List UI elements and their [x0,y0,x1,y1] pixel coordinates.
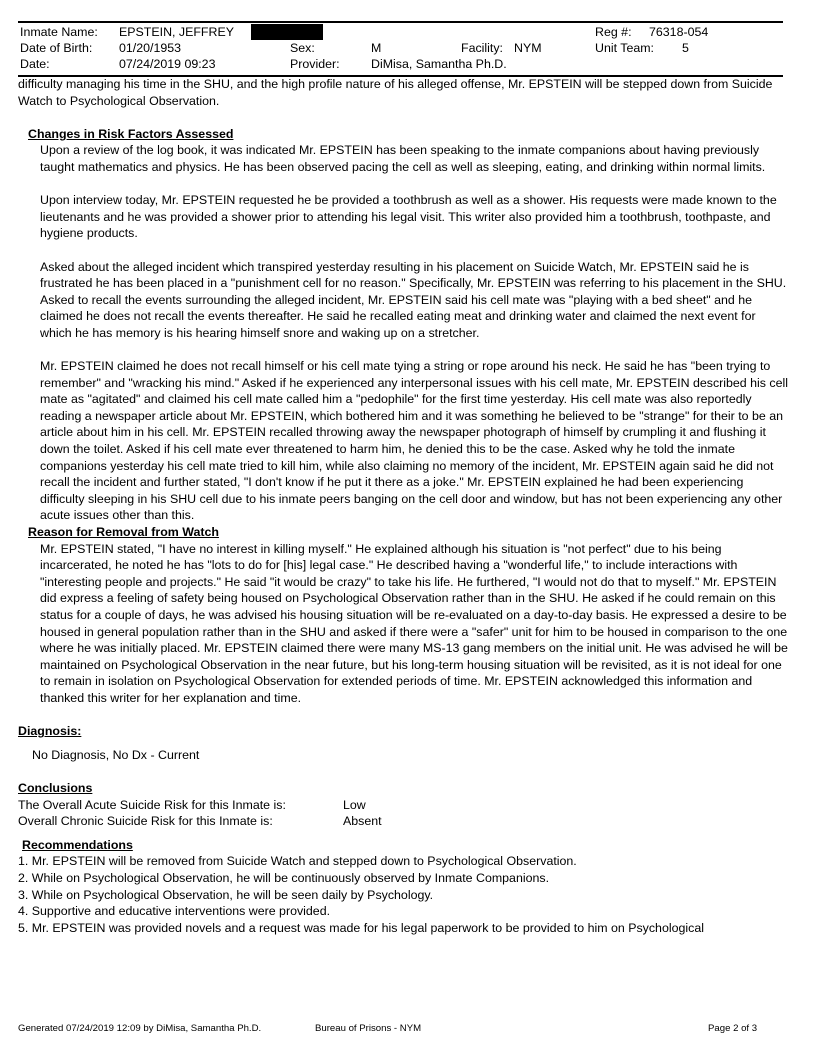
conclusions-heading: Conclusions [18,780,93,795]
recommendation-item: 4. Supportive and educative interventions were provided. [18,904,331,919]
document-body [18,76,790,936]
unit-team: 5 [682,41,689,55]
redaction-box [251,24,323,40]
chronic-risk-value: Absent [343,814,382,829]
date: 07/24/2019 09:23 [119,57,216,71]
footer-generated: Generated 07/24/2019 12:09 by DiMisa, Samantha Ph.D. [18,1023,262,1034]
recommendations-heading: Recommendations [22,837,133,852]
removal-heading: Reason for Removal from Watch [28,525,219,540]
changes-paragraph-3: Asked about the alleged incident which transpired yesterday resulting in his placement on Suicide Watch, Mr. EPSTEIN said he is frustrated he has been placed in a "punishment cell for no reason." Specifically, Mr. EPSTEIN was referring to his placement in the SHU. Asked to recall the events surrounding the alleged incident, Mr. EPSTEIN said his cell mate was "playing with a bed sheet" and he claimed he does not recall the events thereafter. He said he recalled eating meat and drinking water and claimed the next event for which he has memory is his hearing himself snore and waking up on a stretcher. [40,259,787,340]
chronic-risk-label: Overall Chronic Suicide Risk for this Inmate is: [18,814,273,829]
chronic-risk-row [18,813,790,830]
intro-paragraph: difficulty managing his time in the SHU, and the high profile nature of his alleged offense, Mr. EPSTEIN will be stepped down from Suicide Watch to Psychological Observation. [18,77,773,108]
date-label: Date: [20,57,50,71]
diagnosis-text: No Diagnosis, No Dx - Current [32,747,200,762]
acute-risk-row [18,797,790,814]
changes-paragraph-2: Upon interview today, Mr. EPSTEIN requested he be provided a toothbrush as well as a shower. His requests were made known to the lieutenants and he was provided a shower prior to attending his legal visit. This writer also provided him a toothbrush, toothpaste, and hygiene products. [40,193,777,241]
recommendation-item: 3. While on Psychological Observation, he will be seen daily by Psychology. [18,887,434,902]
footer-bureau: Bureau of Prisons - NYM [315,1023,422,1034]
reg-label: Reg #: [595,25,632,39]
sex: M [371,41,382,55]
record-header [18,21,783,77]
dob-label: Date of Birth: [20,41,93,55]
inmate-name: EPSTEIN, JEFFREY [119,25,234,39]
unit-team-label: Unit Team: [595,41,654,55]
changes-section [40,142,790,524]
sex-label: Sex: [290,41,315,55]
changes-heading: Changes in Risk Factors Assessed [28,126,234,141]
removal-section [40,541,790,707]
facility-label: Facility: [461,41,503,55]
inmate-name-label: Inmate Name: [20,25,98,39]
recommendations-list [18,853,790,936]
changes-paragraph-1: Upon a review of the log book, it was indicated Mr. EPSTEIN has been speaking to the inmate companions about having previously taught mathematics and physics. He has been observed pacing the cell as well as sleeping, eating, and drinking within normal limits. [40,143,766,174]
acute-risk-value: Low [343,797,366,812]
recommendation-item: 5. Mr. EPSTEIN was provided novels and a request was made for his legal paperwork to be provided to him on Psychological [18,920,704,935]
reg-number: 76318-054 [649,25,709,39]
changes-paragraph-4: Mr. EPSTEIN claimed he does not recall himself or his cell mate tying a string or rope around his neck. He said he has "been trying to remember" and "wracking his mind." Asked if he experienced any interpersonal issues with his cell mate, Mr. EPSTEIN described his cell mate as "agitated" and claimed his cell mate called him a "pedophile" for the first time yesterday. His cell mate was also reportedly reading a newspaper article about Mr. EPSTEIN, which bothered him and it was something he believed to be "strange" for their to be an article about him in his cell. Mr. EPSTEIN recalled throwing away the newspaper photograph of himself by crumpling it and flushing it down the toilet. Asked if his cell mate ever threatened to harm him, he denied this to be the case. Asked why he told the inmate companions yesterday his cell mate tried to kill him, while also claiming no memory of the incident, Mr. EPSTEIN again said he did not recall the incident and further stated, "I don't know if he put it there as a joke." Mr. EPSTEIN explained he had been experiencing difficulty sleeping in his SHU cell due to his inmate peers banging on the cell door and window, but has not been experiencing any other acute issues other than this. [40,359,789,523]
acute-risk-label: The Overall Acute Suicide Risk for this Inmate is: [18,797,286,812]
footer-page-number: Page 2 of 3 [708,1023,758,1034]
provider-label: Provider: [290,57,340,71]
diagnosis-heading: Diagnosis: [18,724,82,739]
provider: DiMisa, Samantha Ph.D. [371,57,507,71]
recommendation-item: 1. Mr. EPSTEIN will be removed from Suicide Watch and stepped down to Psychological Observation. [18,854,577,869]
recommendation-item: 2. While on Psychological Observation, he will be continuously observed by Inmate Companions. [18,870,550,885]
dob: 01/20/1953 [119,41,182,55]
facility: NYM [514,41,542,55]
removal-paragraph: Mr. EPSTEIN stated, "I have no interest in killing myself." He explained although his situation is "not perfect" due to his being incarcerated, he noted he has "lots to do for [his] legal case." He described having a "wonderful life," to include interactions with "interesting people and projects." He said "it would be crazy" to take his life. He furthered, "I would not do that to myself." Mr. EPSTEIN did express a feeling of safety being housed on Psychological Observation rather than in the SHU. He asked if he could remain on this status for a couple of days, he was advised his housing situation will be re-evaluated on a day-to-day basis. He expressed a desire to be housed in general population rather than in the SHU and asked if there were a "safer" unit for him to be housed in comparison to the one where he was initially placed. Mr. EPSTEIN claimed there were many MS-13 gang members on the initial unit. He was advised he will be maintained on Psychological Observation in the near future, but his long-term housing situation will be revisited, as it is not ideal for one to remain in isolation on Psychological Observation for extended periods of time. Mr. EPSTEIN acknowledged this information and thanked this writer for her explanation and time. [40,541,788,705]
